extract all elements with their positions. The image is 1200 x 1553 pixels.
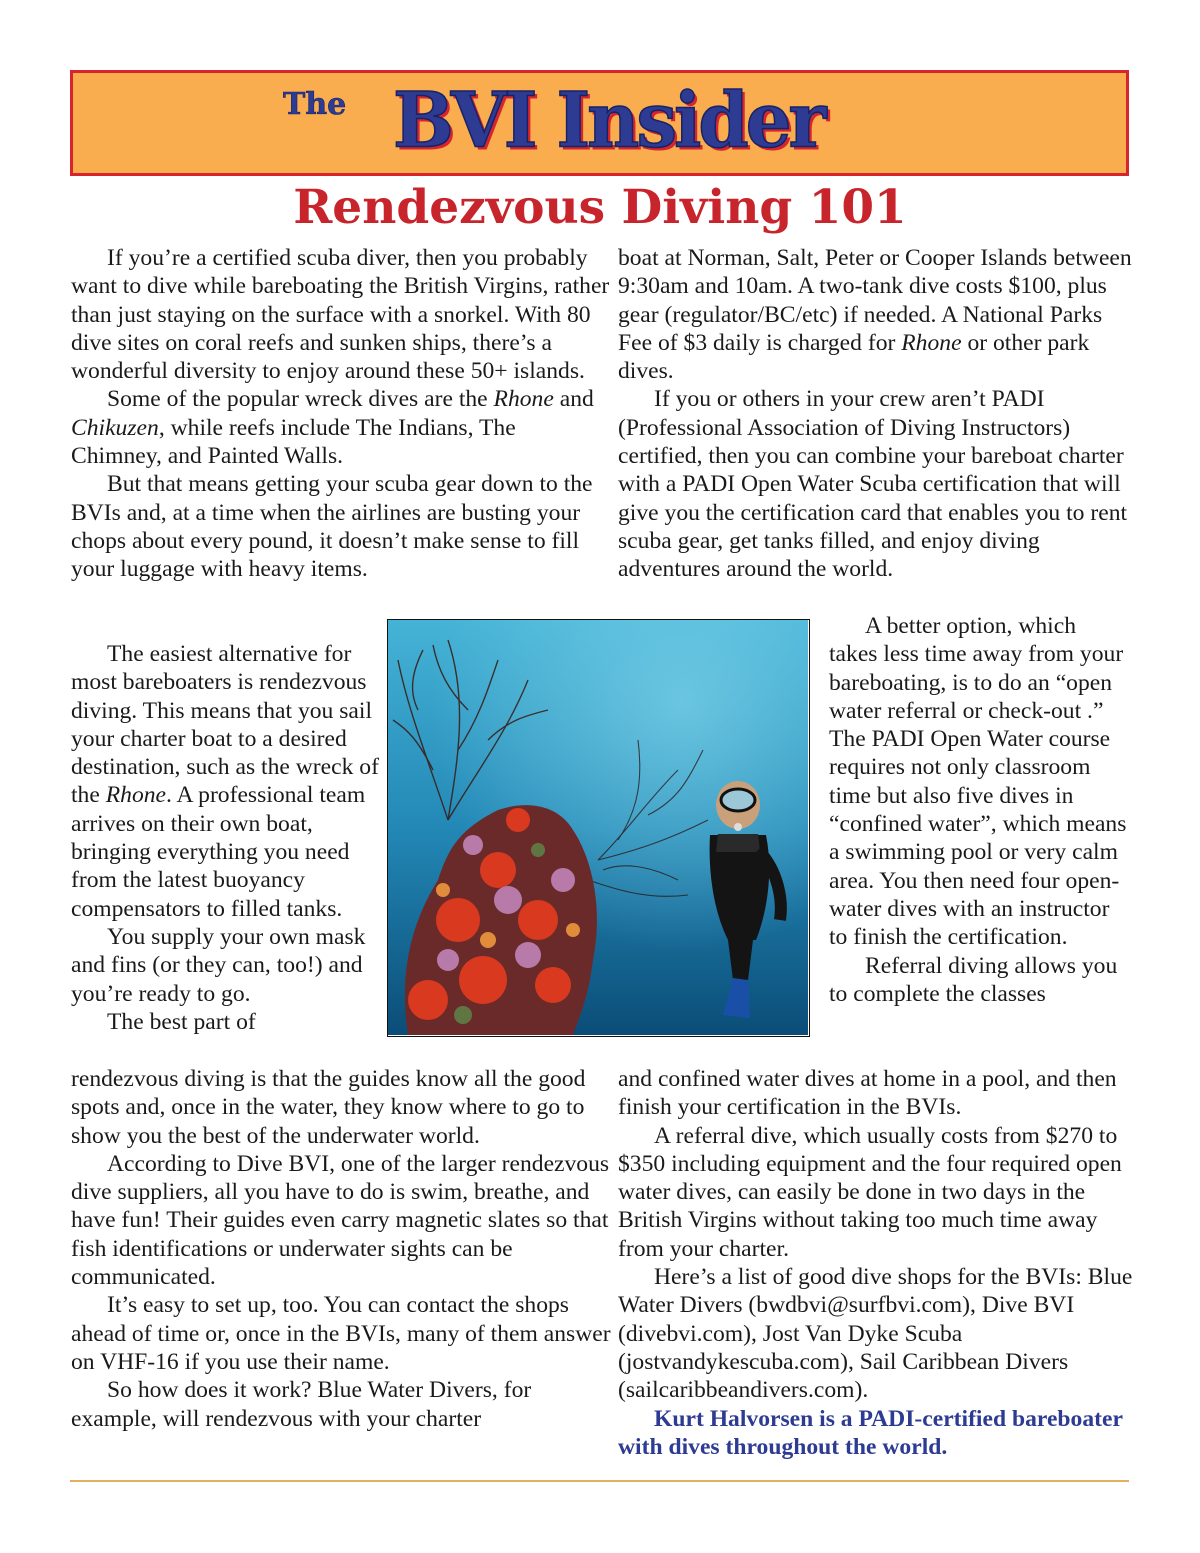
paragraph: Referral diving allows you to complete the classes <box>829 952 1118 1007</box>
paragraph: and confined water dives at home in a pool, and then finish your certification in the BVIs. <box>618 1066 1117 1121</box>
paragraph: A better option, which takes less time away from your bareboating, is to do an “open water referral or check-out .” The PADI Open Water course requires not only classroom time but also five dives in “confined water”, which means a swimming pool or very calm area. You then need four open-water dives with an instructor to finish the certification. <box>829 613 1127 951</box>
right-column-top <box>618 244 1133 584</box>
scuba-diver-coral-reef-icon <box>388 620 808 1035</box>
paragraph: But that means getting your scuba gear down to the BVIs and, at a time when the airlines are busting your chops about every pound, it doesn’t make sense to fill your luggage with heavy items. <box>71 471 593 583</box>
paragraph: It’s easy to set up, too. You can contact the shops ahead of time or, once in the BVIs, many of them answer on VHF-16 if you use their name. <box>71 1292 611 1375</box>
scuba-diver-photo <box>387 619 810 1037</box>
paragraph: You supply your own mask and fins (or they can, too!) and you’re ready to go. <box>71 923 366 1007</box>
left-column-top <box>71 244 611 584</box>
footer-divider <box>70 1480 1129 1482</box>
paragraph: According to Dive BVI, one of the larger rendezvous dive suppliers, all you have to do is swim, breathe, and have fun! Their guides even carry magnetic slates so that fish identifications or underwater sights can be communicated. <box>71 1150 610 1291</box>
paragraph: So how does it work? Blue Water Divers, for example, will rendezvous with your charter <box>71 1377 532 1432</box>
paragraph: A referral dive, which usually costs from $270 to $350 including equipment and the four required open water dives, can easily be done in two days in the British Virgins without taking too much time away from your charter. <box>618 1122 1122 1262</box>
paragraph-rendezvous: The easiest alternative for most bareboaters is rendezvous diving. This means that you sail your charter boat to a desired destination, such as the wreck of the Rhone. A professional team arrives on their own boat, bringing everything you need from the latest buoyancy compensators to filled tanks. <box>71 641 379 922</box>
masthead-banner <box>70 70 1129 176</box>
article-headline: Rendezvous Diving 101 <box>293 180 907 235</box>
right-column-bottom <box>618 1065 1133 1461</box>
paragraph: If you’re a certified scuba diver, then you probably want to dive while bareboating the British Virgins, rather than just staying on the surface with a snorkel. With 80 dive sites on coral reefs and sunken ships, there’s a wonderful diversity to enjoy around these 50+ islands. <box>71 245 610 385</box>
right-column-narrow <box>829 612 1129 1008</box>
paragraph: Here’s a list of good dive shops for the BVIs: Blue Water Divers (bwdbvi@surfbvi.com), Dive BVI (divebvi.com), Jost Van Dyke Scuba (jostvandykescuba.com), Sail Caribbean Divers (sailcaribbeandivers.com). <box>618 1264 1133 1404</box>
paragraph-wrecks: Some of the popular wreck dives are the Rhone and Chikuzen, while reefs include The Indians, The Chimney, and Painted Walls. <box>71 386 594 470</box>
paragraph-fees: boat at Norman, Salt, Peter or Cooper Islands between 9:30am and 10am. A two-tank dive costs $100, plus gear (regulator/BC/etc) if needed. A National Parks Fee of $3 daily is charged for Rhone or other park dives. <box>618 245 1132 385</box>
paragraph: The best part of <box>107 1008 256 1035</box>
left-column-narrow <box>71 640 391 1036</box>
paragraph: If you or others in your crew aren’t PADI (Professional Association of Diving Instructors) certified, then you can combine your bareboat charter with a PADI Open Water Scuba certification that will give you the certification card that enables you to rent scuba gear, get tanks filled, and enjoy diving adventures around the world. <box>618 386 1128 583</box>
left-column-bottom <box>71 1065 611 1433</box>
masthead-prefix: The <box>283 87 347 122</box>
masthead-title: BVI Insider <box>393 74 824 165</box>
paragraph: rendezvous diving is that the guides know all the good spots and, once in the water, they know where to go to show you the best of the underwater world. <box>71 1066 586 1149</box>
author-byline: Kurt Halvorsen is a PADI-certified bareboater with dives throughout the world. <box>618 1405 1123 1460</box>
